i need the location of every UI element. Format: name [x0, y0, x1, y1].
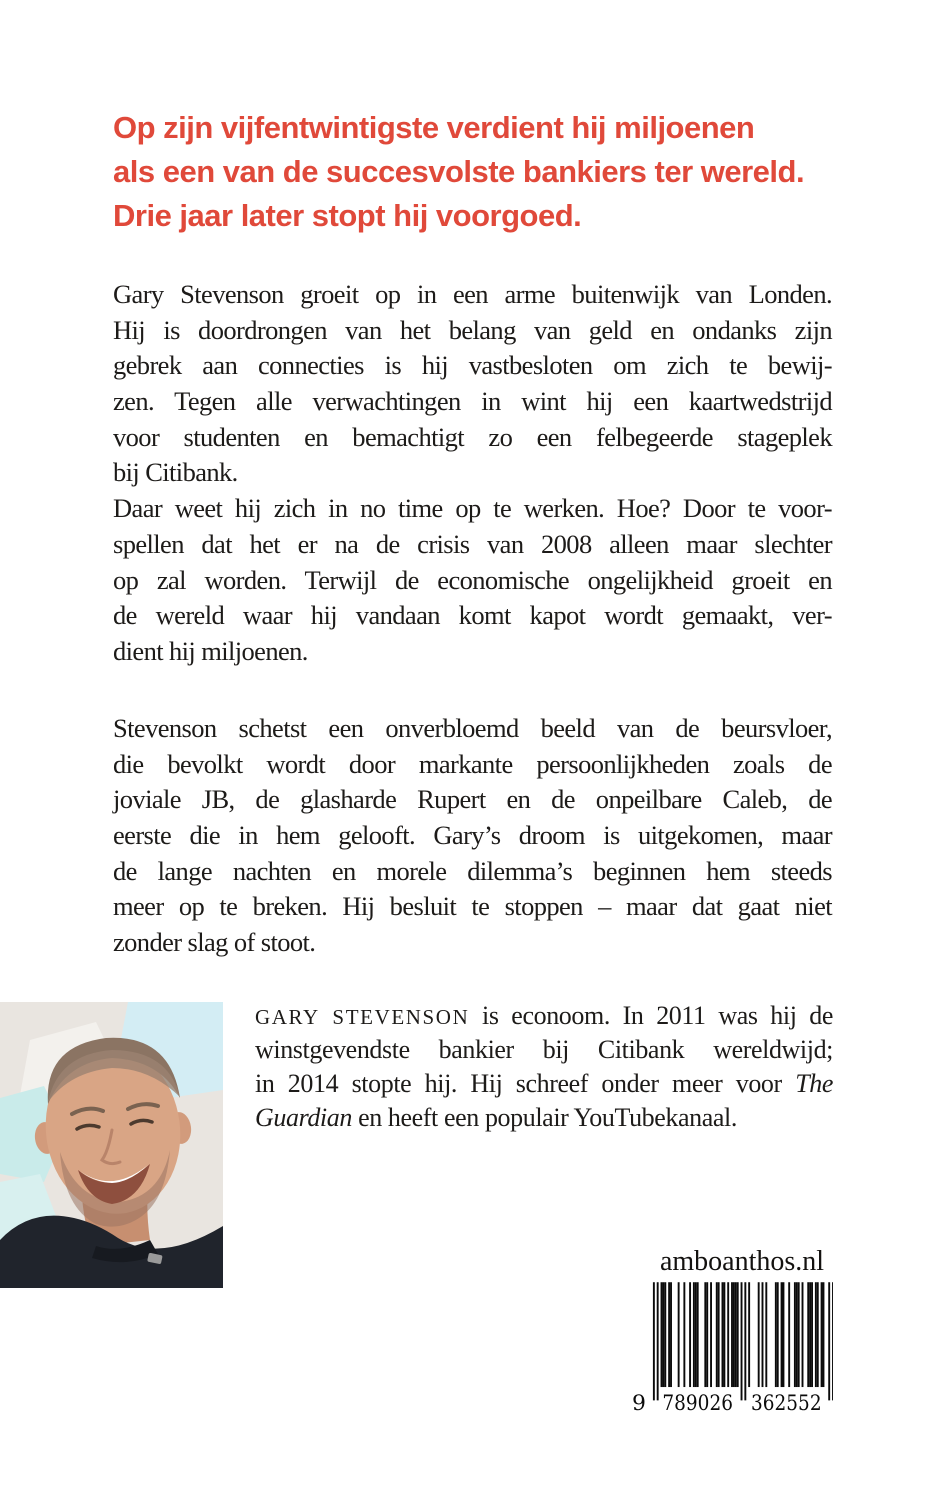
text-line: dient hij miljoenen. [113, 635, 308, 666]
svg-text:9: 9 [631, 1390, 646, 1413]
bio-text-segment: GARY STEVENSON [255, 1005, 470, 1029]
text-line: Hij is doordrongen van het belang van geld en ondanks zijn [113, 314, 832, 345]
text-line: voor studenten en bemachtigt zo een felbegeerde stageplek [113, 421, 832, 452]
bio-text-segment: is econoom. In 2011 was hij de [469, 1001, 833, 1030]
text-line: de wereld waar hij vandaan komt kapot wordt gemaakt, ver- [113, 600, 832, 631]
text-line: Gary Stevenson groeit op in een arme buitenwijk van Londen. [113, 279, 832, 309]
text-line: zonder slag of stoot. [113, 927, 316, 958]
text-line: joviale JB, de glasharde Rupert en de onpeilbare Caleb, de [113, 784, 832, 815]
text-line [255, 1067, 833, 1101]
author-bio [255, 999, 833, 1135]
text-line: Daar weet hij zich in no time op te werken. Hoe? Door te voor- [113, 493, 832, 524]
text-line [255, 999, 833, 1033]
bio-text-segment: winstgevendste bankier bij Citibank wereldwijd; [255, 1035, 833, 1064]
headline-line-2: als een van de succesvolste bankiers ter wereld. [113, 154, 805, 189]
text-line: bij Citibank. [113, 457, 238, 488]
text-line [255, 1101, 833, 1135]
bio-text-segment: in 2014 stopte hij. Hij schreef onder meer voor [255, 1069, 796, 1098]
publisher-website: amboanthos.nl [659, 1246, 825, 1277]
author-photo-graphic [0, 1002, 223, 1288]
text-line: zen. Tegen alle verwachtingen in wint hij een kaartwedstrijd [113, 386, 832, 417]
text-line: de lange nachten en morele dilemma’s beginnen hem steeds [113, 855, 832, 886]
text-line: op zal worden. Terwijl de economische ongelijkheid groeit en [113, 564, 832, 595]
text-line: die bevolkt wordt door markante persoonlijkheden zoals de [113, 748, 832, 779]
headline [113, 106, 843, 238]
author-photo [0, 1002, 223, 1288]
bio-text-segment: Guardian [255, 1103, 352, 1132]
text-line [255, 1033, 833, 1067]
barcode [631, 1282, 836, 1414]
text-line: gebrek aan connecties is hij vastbesloten om zich te bewij- [113, 350, 832, 381]
text-line: Stevenson schetst een onverbloemd beeld van de beursvloer, [113, 713, 832, 743]
text-line: eerste die in hem gelooft. Gary’s droom is uitgekomen, maar [113, 820, 832, 851]
text-line: meer op te breken. Hij besluit te stoppen – maar dat gaat niet [113, 891, 832, 922]
bio-text-segment: en heeft een populair YouTubekanaal. [351, 1103, 737, 1132]
text-line: spellen dat het er na de crisis van 2008 alleen maar slechter [113, 528, 832, 559]
synopsis-block-2 [113, 711, 832, 961]
synopsis-block-1 [113, 277, 832, 670]
svg-text:362552: 362552 [751, 1390, 822, 1413]
headline-line-3: Drie jaar later stopt hij voorgoed. [113, 198, 582, 233]
bio-text-segment: The [795, 1069, 833, 1098]
svg-text:789026: 789026 [662, 1390, 733, 1413]
headline-line-1: Op zijn vijfentwintigste verdient hij miljoenen [113, 110, 755, 145]
